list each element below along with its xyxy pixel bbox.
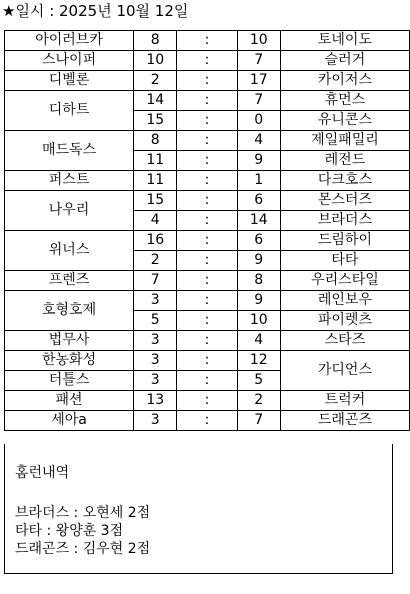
home-score: 13 — [134, 391, 177, 411]
score-separator: : — [177, 191, 237, 211]
home-team: 디벨론 — [5, 71, 134, 91]
home-score: 2 — [134, 251, 177, 271]
score-separator: : — [177, 131, 237, 151]
away-team: 스타즈 — [280, 331, 409, 351]
score-separator: : — [177, 311, 237, 331]
home-team: 퍼스트 — [5, 171, 134, 191]
table-row — [5, 411, 410, 431]
home-score: 15 — [134, 111, 177, 131]
away-score: 4 — [237, 331, 280, 351]
score-separator: : — [177, 231, 237, 251]
away-team: 우리스타일 — [280, 271, 409, 291]
home-team: 한농화성 — [5, 351, 134, 371]
home-team: 스나이퍼 — [5, 51, 134, 71]
home-team: 아이러브카 — [5, 31, 134, 51]
away-score: 7 — [237, 91, 280, 111]
table-row — [5, 131, 410, 151]
home-team: 터틀스 — [5, 371, 134, 391]
away-team: 가디언스 — [280, 351, 409, 391]
table-row — [5, 331, 410, 351]
home-score: 3 — [134, 411, 177, 431]
away-score: 10 — [237, 311, 280, 331]
home-score: 4 — [134, 211, 177, 231]
score-separator: : — [177, 411, 237, 431]
home-score: 5 — [134, 311, 177, 331]
table-row — [5, 231, 410, 251]
away-team: 슬러거 — [280, 51, 409, 71]
away-score: 5 — [237, 371, 280, 391]
table-row — [5, 71, 410, 91]
table-row — [5, 91, 410, 111]
away-team: 드래곤즈 — [280, 411, 409, 431]
away-team: 브라더스 — [280, 211, 409, 231]
score-separator: : — [177, 391, 237, 411]
table-row — [5, 391, 410, 411]
home-score: 16 — [134, 231, 177, 251]
home-score: 11 — [134, 151, 177, 171]
home-score: 3 — [134, 331, 177, 351]
score-separator: : — [177, 251, 237, 271]
away-score: 10 — [237, 31, 280, 51]
home-team: 호형호제 — [5, 291, 134, 331]
home-team: 법무사 — [5, 331, 134, 351]
away-team: 레인보우 — [280, 291, 409, 311]
away-score: 0 — [237, 111, 280, 131]
away-score: 6 — [237, 191, 280, 211]
away-score: 4 — [237, 131, 280, 151]
score-separator: : — [177, 151, 237, 171]
table-row — [5, 51, 410, 71]
home-score: 7 — [134, 271, 177, 291]
away-score: 17 — [237, 71, 280, 91]
home-score: 14 — [134, 91, 177, 111]
away-team: 카이저스 — [280, 71, 409, 91]
away-team: 트럭커 — [280, 391, 409, 411]
away-score: 9 — [237, 151, 280, 171]
score-separator: : — [177, 71, 237, 91]
away-score: 14 — [237, 211, 280, 231]
away-team: 파이렛츠 — [280, 311, 409, 331]
table-row — [5, 291, 410, 311]
score-separator: : — [177, 271, 237, 291]
score-separator: : — [177, 351, 237, 371]
note-line: 드래곤즈 : 김우현 2점 — [15, 541, 151, 557]
home-score: 3 — [134, 351, 177, 371]
away-team: 몬스터즈 — [280, 191, 409, 211]
table-row — [5, 191, 410, 211]
away-team: 다크호스 — [280, 171, 409, 191]
score-separator: : — [177, 51, 237, 71]
score-separator: : — [177, 171, 237, 191]
away-team: 휴먼스 — [280, 91, 409, 111]
score-separator: : — [177, 371, 237, 391]
away-score: 12 — [237, 351, 280, 371]
away-team: 레전드 — [280, 151, 409, 171]
score-table — [4, 30, 410, 431]
away-team: 토네이도 — [280, 31, 409, 51]
home-score: 3 — [134, 291, 177, 311]
home-team: 패션 — [5, 391, 134, 411]
score-separator: : — [177, 211, 237, 231]
table-row — [5, 351, 410, 371]
home-team: 위너스 — [5, 231, 134, 271]
score-separator: : — [177, 291, 237, 311]
away-score: 1 — [237, 171, 280, 191]
home-score: 8 — [134, 31, 177, 51]
home-score: 8 — [134, 131, 177, 151]
home-team: 나우리 — [5, 191, 134, 231]
date-label: ★일시 : 2025년 10월 12일 — [2, 2, 189, 20]
away-score: 9 — [237, 251, 280, 271]
home-team: 매드독스 — [5, 131, 134, 171]
away-score: 8 — [237, 271, 280, 291]
away-score: 7 — [237, 51, 280, 71]
away-team: 타타 — [280, 251, 409, 271]
note-line: 브라더스 : 오현세 2점 — [15, 505, 151, 521]
table-row — [5, 31, 410, 51]
away-score: 7 — [237, 411, 280, 431]
home-team: 디하트 — [5, 91, 134, 131]
away-team: 드림하이 — [280, 231, 409, 251]
notes-title: 홈런내역 — [15, 465, 70, 481]
home-run-notes — [4, 444, 393, 574]
score-separator: : — [177, 91, 237, 111]
home-score: 3 — [134, 371, 177, 391]
away-team: 유니콘스 — [280, 111, 409, 131]
home-score: 15 — [134, 191, 177, 211]
score-separator: : — [177, 331, 237, 351]
score-separator: : — [177, 111, 237, 131]
away-score: 9 — [237, 291, 280, 311]
table-row — [5, 171, 410, 191]
away-score: 2 — [237, 391, 280, 411]
table-row — [5, 271, 410, 291]
home-score: 2 — [134, 71, 177, 91]
home-team: 세아a — [5, 411, 134, 431]
score-separator: : — [177, 31, 237, 51]
home-score: 10 — [134, 51, 177, 71]
note-line: 타타 : 왕양훈 3점 — [15, 523, 124, 539]
away-team: 제일패밀리 — [280, 131, 409, 151]
away-score: 6 — [237, 231, 280, 251]
home-team: 프렌즈 — [5, 271, 134, 291]
home-score: 11 — [134, 171, 177, 191]
